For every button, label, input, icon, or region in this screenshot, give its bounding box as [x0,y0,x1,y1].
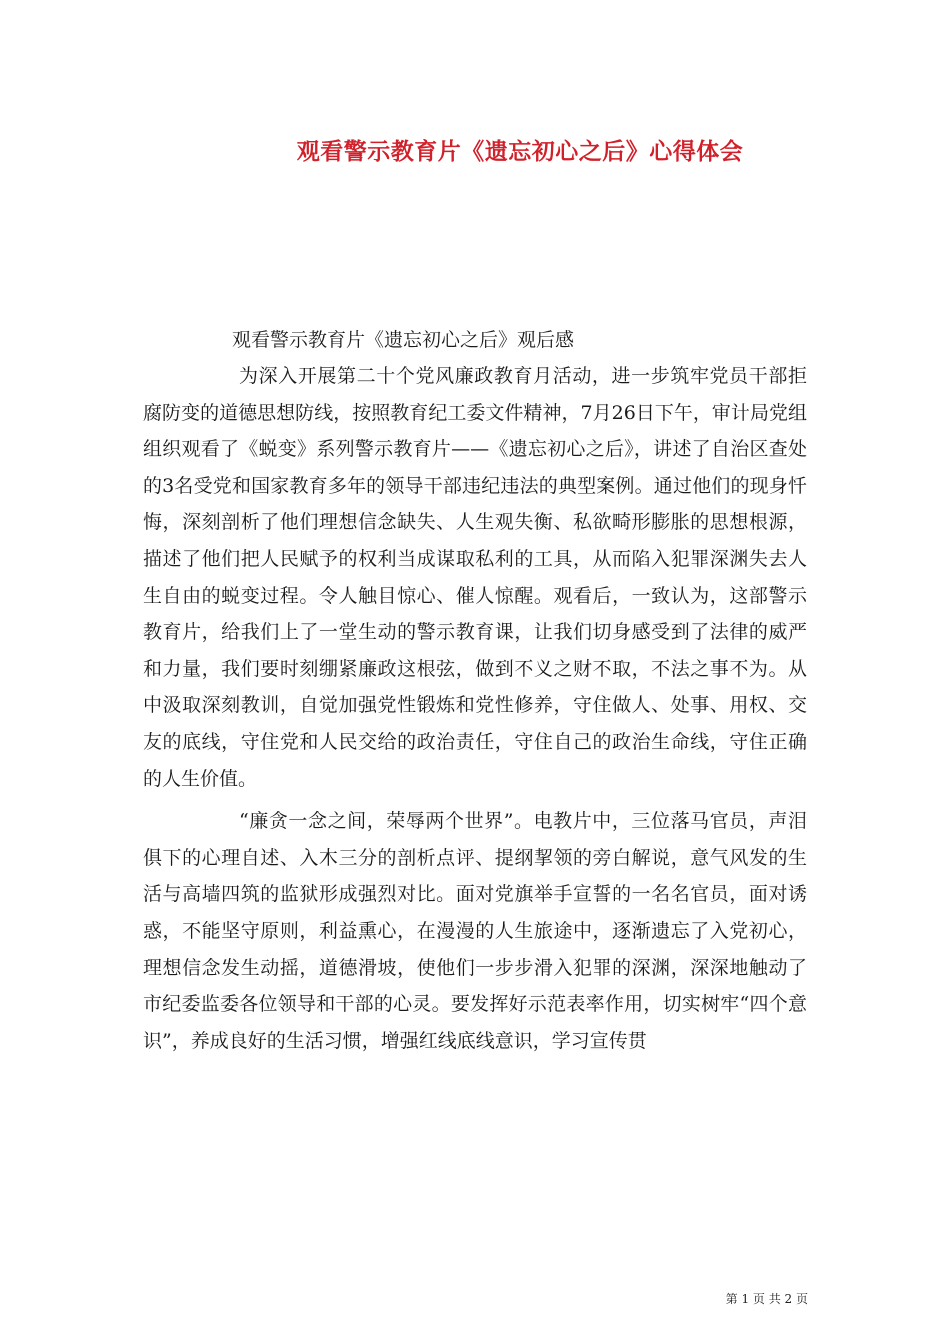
document-body [143,358,807,1065]
paragraph-2: “廉贪一念之间，荣辱两个世界”。电教片中，三位落马官员，声泪俱下的心理自述、入木三分的剖析点评、提纲挈领的旁白解说，意气风发的生活与高墙四筑的监狱形成强烈对比。面对党旗举手宣誓的一名名官员，面对诱惑，不能坚守原则，利益熏心，在漫漫的人生旅途中，逐渐遗忘了入党初心，理想信念发生动摇，道德滑坡，使他们一步步滑入犯罪的深渊，深深地触动了市纪委监委各位领导和干部的心灵。要发挥好示范表率作用，切实树牢“四个意识”，养成良好的生活习惯，增强红线底线意识，学习宣传贯 [143,810,807,1052]
page-number-footer: 第 1 页 共 2 页 [725,1292,808,1306]
paragraph-1: 为深入开展第二十个党风廉政教育月活动，进一步筑牢党员干部拒腐防变的道德思想防线，按照教育纪工委文件精神，7月26日下午，审计局党组组织观看了《蜕变》系列警示教育片——《遗忘初心之后》，讲述了自治区查处的3名受党和国家教育多年的领导干部违纪违法的典型案例。通过他们的现身忏悔，深刻剖析了他们理想信念缺失、人生观失衡、私欲畸形膨胀的思想根源，描述了他们把人民赋予的权利当成谋取私利的工具，从而陷入犯罪深渊失去人生自由的蜕变过程。令人触目惊心、催人惊醒。观看后，一致认为，这部警示教育片，给我们上了一堂生动的警示教育课，让我们切身感受到了法律的威严和力量，我们要时刻绷紧廉政这根弦，做到不义之财不取，不法之事不为。从中汲取深刻教训，自觉加强党性锻炼和党性修养，守住做人、处事、用权、交友的底线，守住党和人民交给的政治责任，守住自己的政治生命线，守住正确的人生价值。 [143,365,807,790]
document-title: 观看警示教育片《遗忘初心之后》心得体会 [296,138,744,165]
document-subtitle: 观看警示教育片《遗忘初心之后》观后感 [232,329,575,351]
